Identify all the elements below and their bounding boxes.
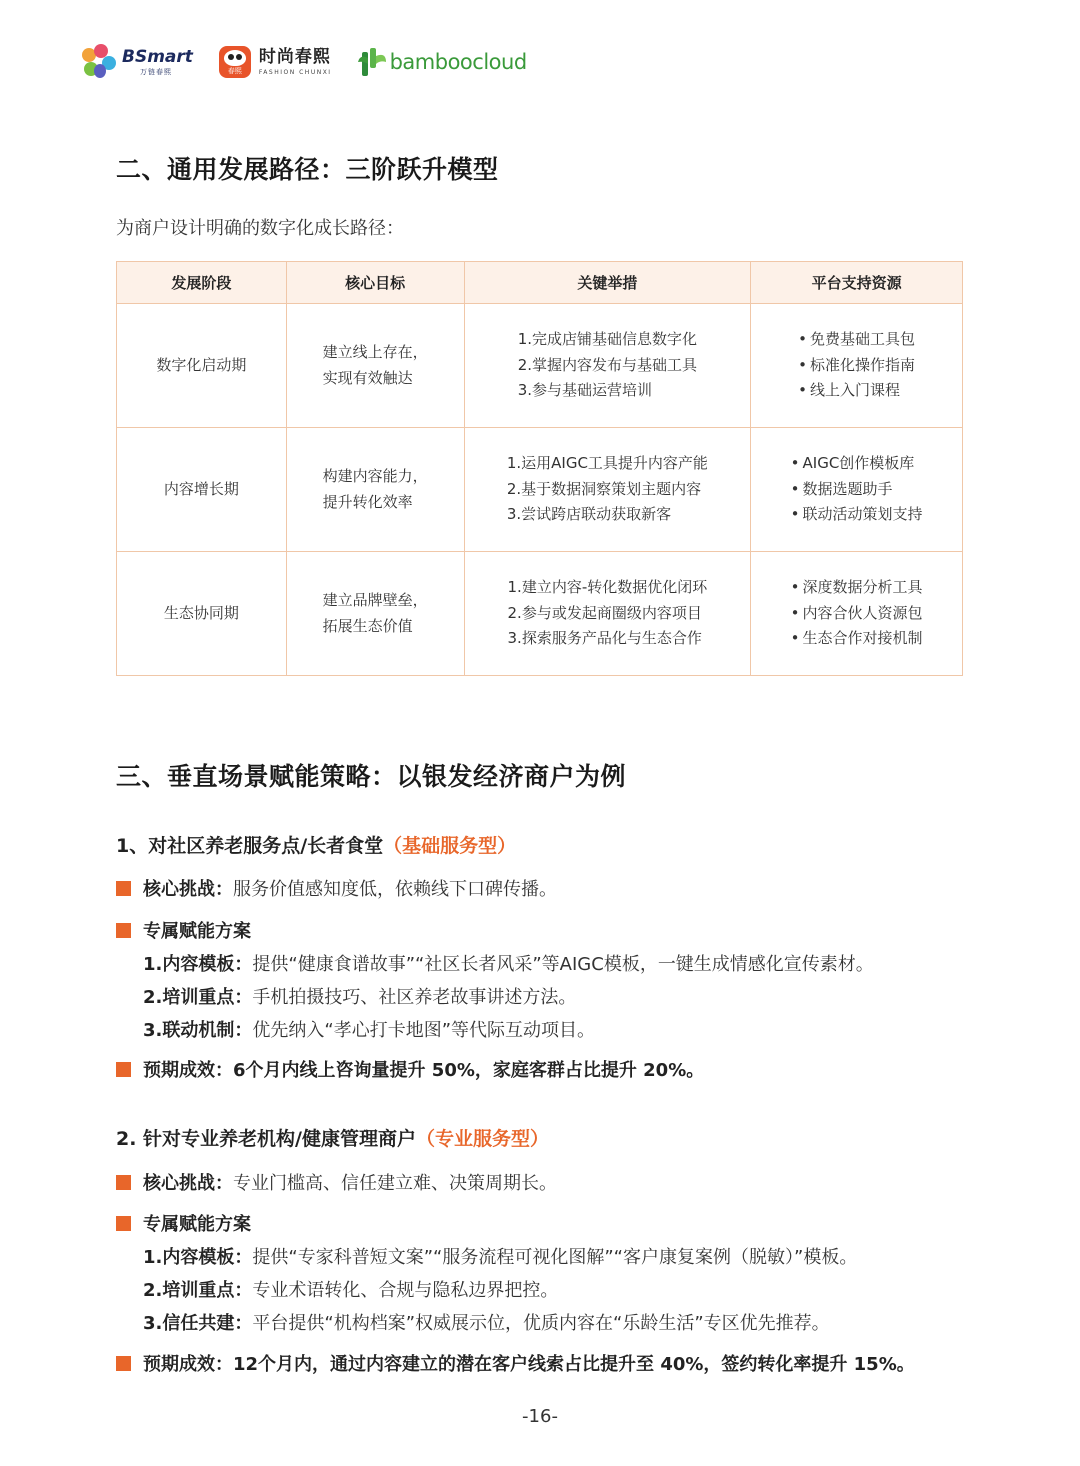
case2-title: 2. 针对专业养老机构/健康管理商户（专业服务型） [116,1128,550,1150]
case1-result: 预期成效：6个月内线上咨询量提升 50%，家庭客群占比提升 20%。 [116,1056,704,1082]
goal-cell: 建立品牌壁垒， 拓展生态价值 [286,552,464,676]
stage-cell: 内容增长期 [117,428,287,552]
section2-title: 二、通用发展路径：三阶跃升模型 [116,155,499,184]
header-measures: 关键举措 [464,262,751,304]
case1-plan-item: 2.培训重点：手机拍摄技巧、社区养老故事讲述方法。 [143,987,577,1008]
bamboocloud-name: bamboocloud [389,50,527,74]
bamboo-icon [358,46,388,78]
section3-title: 三、垂直场景赋能策略：以银发经济商户为例 [116,762,627,791]
case2-plan-item: 1.内容模板：提供“专家科普短文案”“服务流程可视化图解”“客户康复案例（脱敏）”模板。 [143,1247,858,1268]
bsmart-sub: 万链春熙 [140,67,172,76]
case1-plan-item: 3.联动机制：优先纳入“孝心打卡地图”等代际互动项目。 [143,1020,596,1041]
resources-cell: • 深度数据分析工具 • 内容合伙人资源包 • 生态合作对接机制 [751,552,963,676]
stage-table [116,261,963,676]
header-stage: 发展阶段 [117,262,287,304]
fashion-chunxi-name: 时尚春熙 [258,46,331,67]
goal-cell: 构建内容能力， 提升转化效率 [286,428,464,552]
bamboocloud-logo [358,46,527,78]
case2-tag: （专业服务型） [416,1128,550,1150]
section2-intro: 为商户设计明确的数字化成长路径： [116,218,404,239]
header-goal: 核心目标 [286,262,464,304]
resources-cell: • 免费基础工具包 • 标准化操作指南 • 线上入门课程 [751,304,963,428]
case2-plan-item: 2.培训重点：专业术语转化、合规与隐私边界把控。 [143,1280,559,1301]
case2-result: 预期成效：12个月内，通过内容建立的潜在客户线索占比提升至 40%，签约转化率提升 15%。 [116,1350,915,1376]
fashion-chunxi-logo [219,46,332,78]
case2-challenge: 核心挑战： 专业门槛高、信任建立难、决策周期长。 [116,1169,557,1195]
table-row [117,552,963,676]
case2-plan-item: 3.信任共建：平台提供“机构档案”权威展示位，优质内容在“乐龄生活”专区优先推荐。 [143,1313,830,1334]
bsmart-flower-icon [80,44,118,80]
case1-tag: （基础服务型） [383,835,517,857]
measures-cell: 1.运用AIGC工具提升内容产能 2.基于数据洞察策划主题内容 3.尝试跨店联动获取新客 [464,428,751,552]
case1-challenge: 核心挑战： 服务价值感知度低，依赖线下口碑传播。 [116,875,557,901]
case1-plan-item: 1.内容模板：提供“健康食谱故事”“社区长者风采”等AIGC模板，一键生成情感化宣传素材。 [143,954,874,975]
square-bullet-icon [116,1356,131,1371]
bsmart-logo [80,44,193,80]
fashion-chunxi-sub: FASHION CHUNXI [258,68,332,76]
panda-icon: 春熙 [219,46,251,78]
table-row [117,304,963,428]
square-bullet-icon [116,923,131,938]
stage-cell: 生态协同期 [117,552,287,676]
square-bullet-icon [116,881,131,896]
bsmart-name: BSmart [122,46,193,67]
square-bullet-icon [116,1216,131,1231]
stage-cell: 数字化启动期 [117,304,287,428]
measures-cell: 1.完成店铺基础信息数字化 2.掌握内容发布与基础工具 3.参与基础运营培训 [464,304,751,428]
case1-title: 1、对社区养老服务点/长者食堂（基础服务型） [116,835,517,857]
header-resources: 平台支持资源 [751,262,963,304]
square-bullet-icon [116,1062,131,1077]
case2-plan-heading: 专属赋能方案 [116,1210,251,1236]
square-bullet-icon [116,1175,131,1190]
measures-cell: 1.建立内容-转化数据优化闭环 2.参与或发起商圈级内容项目 3.探索服务产品化与生态合作 [464,552,751,676]
table-row [117,428,963,552]
table-header-row [117,262,963,304]
page-number: -16- [522,1406,558,1427]
resources-cell: • AIGC创作模板库 • 数据选题助手 • 联动活动策划支持 [751,428,963,552]
header-logos [80,42,553,82]
goal-cell: 建立线上存在， 实现有效触达 [286,304,464,428]
case1-plan-heading: 专属赋能方案 [116,917,251,943]
